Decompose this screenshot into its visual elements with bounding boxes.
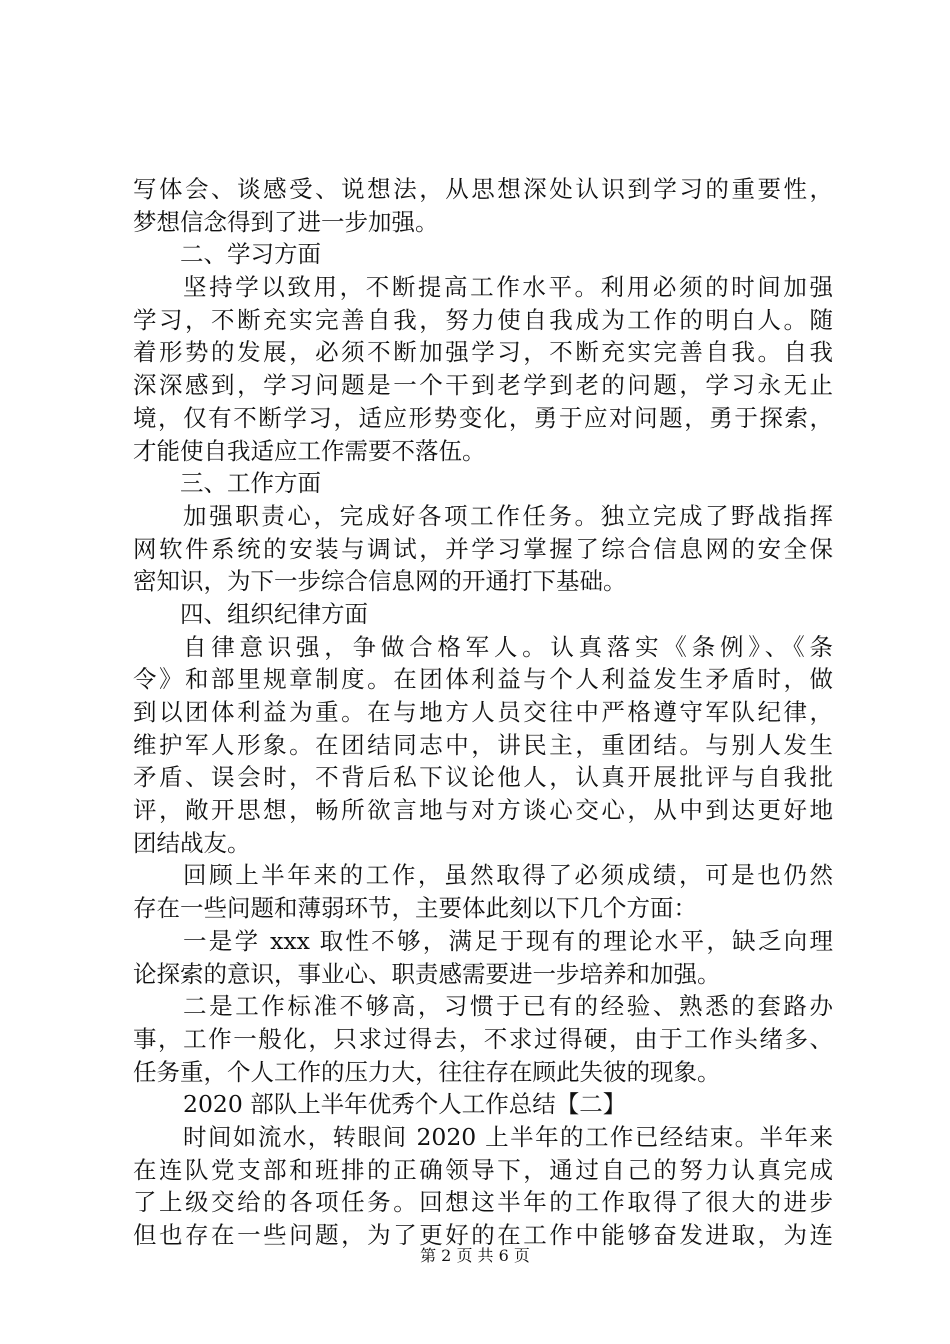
document-body xyxy=(133,173,833,1252)
body-line: 矛盾、误会时，不背后私下议论他人，认真开展批评与自我批 xyxy=(133,763,833,792)
body-line: 才能使自我适应工作需要不落伍。 xyxy=(133,436,486,465)
body-line: 团结战友。 xyxy=(133,828,251,857)
page-number-footer: 第 2 页 共 6 页 xyxy=(420,1246,530,1265)
body-line: 二是工作标准不够高，习惯于已有的经验、熟悉的套路办 xyxy=(183,992,833,1021)
body-line: 但也存在一些问题，为了更好的在工作中能够奋发进取，为连 xyxy=(133,1221,833,1249)
section-heading-work: 三、工作方面 xyxy=(180,469,321,498)
body-line: 学习，不断充实完善自我，努力使自我成为工作的明白人。随 xyxy=(133,305,833,334)
section-heading-study: 二、学习方面 xyxy=(180,240,321,269)
section-title-part-two: 2020 部队上半年优秀个人工作总结【二】 xyxy=(183,1090,627,1119)
body-line: 事，工作一般化，只求过得去，不求过得硬，由于工作头绪多、 xyxy=(133,1024,833,1053)
body-line: 梦想信念得到了进一步加强。 xyxy=(133,207,439,236)
body-line: 了上级交给的各项任务。回想这半年的工作取得了很大的进步 xyxy=(133,1188,833,1217)
body-line: 论探索的意识，事业心、职责感需要进一步培养和加强。 xyxy=(133,959,721,988)
body-line: 坚持学以致用，不断提高工作水平。利用必须的时间加强 xyxy=(183,273,833,302)
body-line: 加强职责心，完成好各项工作任务。独立完成了野战指挥 xyxy=(183,501,833,530)
body-line: 境，仅有不断学习，适应形势变化，勇于应对问题，勇于探索， xyxy=(133,403,833,432)
body-line: 密知识，为下一步综合信息网的开通打下基础。 xyxy=(133,567,627,596)
body-line: 一是学 xxx 取性不够，满足于现有的理论水平，缺乏向理 xyxy=(183,926,833,955)
body-line: 写体会、谈感受、说想法，从思想深处认识到学习的重要性， xyxy=(133,175,833,203)
body-line: 任务重，个人工作的压力大，往往存在顾此失彼的现象。 xyxy=(133,1057,721,1086)
body-line: 时间如流水，转眼间 2020 上半年的工作已经结束。半年来 xyxy=(183,1122,833,1151)
body-line: 自律意识强，争做合格军人。认真落实《条例》、《条 xyxy=(183,632,833,661)
body-line: 维护军人形象。在团结同志中，讲民主，重团结。与别人发生 xyxy=(133,730,833,759)
body-line: 深深感到，学习问题是一个干到老学到老的问题，学习永无止 xyxy=(133,371,833,400)
body-line: 令》和部里规章制度。在团体利益与个人利益发生矛盾时，做 xyxy=(133,665,833,694)
body-line: 网软件系统的安装与调试，并学习掌握了综合信息网的安全保 xyxy=(133,534,833,563)
body-line: 着形势的发展，必须不断加强学习，不断充实完善自我。自我 xyxy=(133,338,833,367)
body-line: 存在一些问题和薄弱环节，主要体此刻以下几个方面： xyxy=(133,894,697,923)
body-line: 到以团体利益为重。在与地方人员交往中严格遵守军队纪律， xyxy=(133,698,833,726)
body-line: 评，敞开思想，畅所欲言地与对方谈心交心，从中到达更好地 xyxy=(133,796,833,825)
body-line: 回顾上半年来的工作，虽然取得了必须成绩，可是也仍然 xyxy=(183,861,833,890)
body-line: 在连队党支部和班排的正确领导下，通过自己的努力认真完成 xyxy=(133,1155,833,1184)
section-heading-discipline: 四、组织纪律方面 xyxy=(180,599,368,628)
